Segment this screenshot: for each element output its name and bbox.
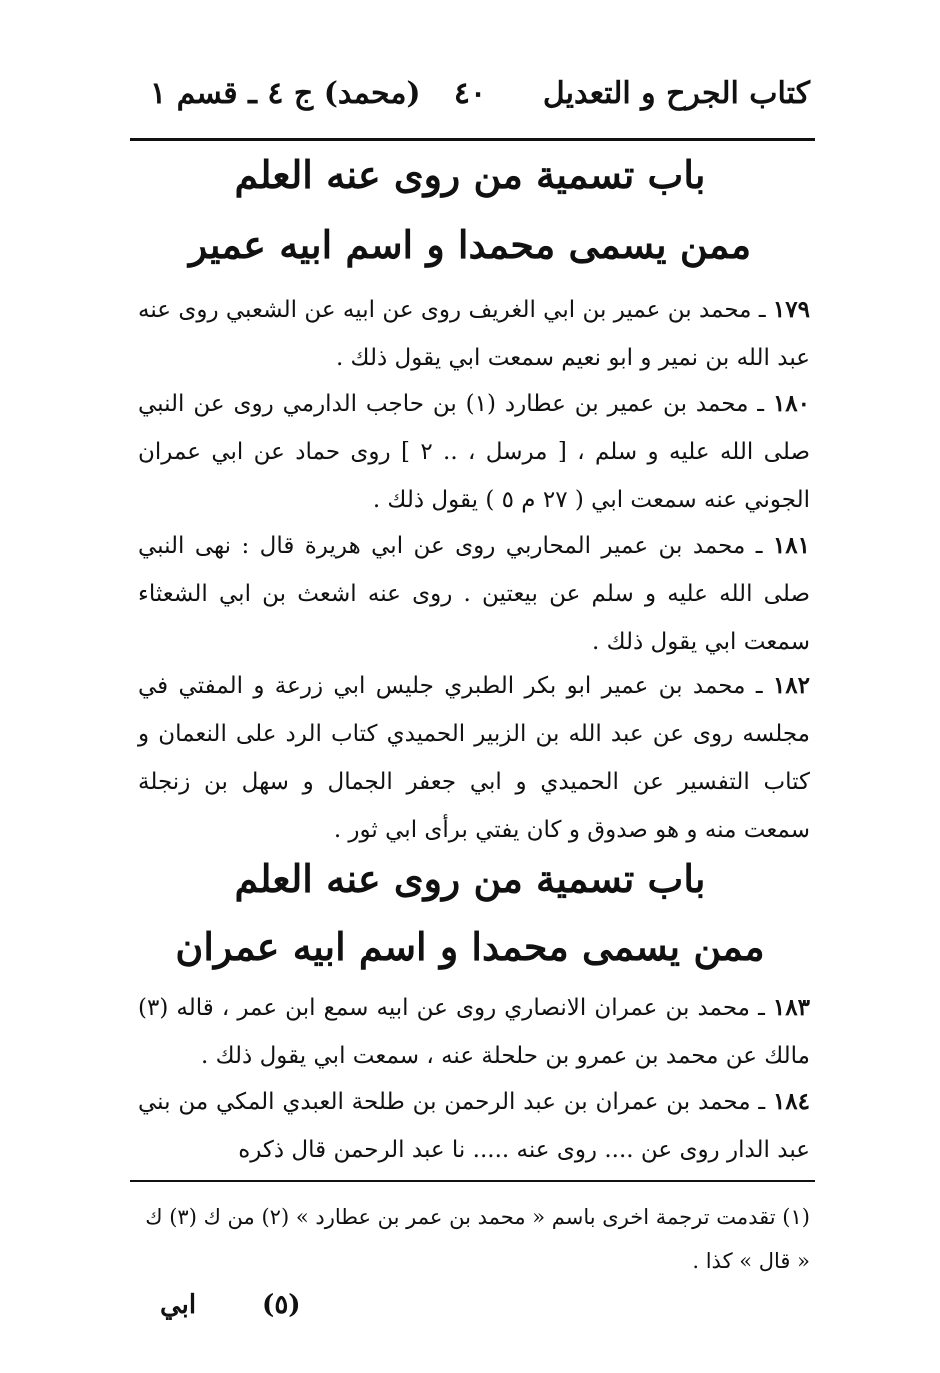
entry-number: ١٨٠ [772, 390, 810, 417]
page-number: ٤٠ [453, 76, 487, 111]
footnote-rule [130, 1180, 815, 1182]
footnote-line-1: (١) تقدمت ترجمة اخرى باسم « محمد بن عمر بن عطارد » (٢) من ك (٣) ك [145, 1205, 810, 1229]
entry-number: ١٨٤ [772, 1088, 810, 1115]
header-rule [130, 138, 815, 141]
volume-label: (محمد) ج ٤ ـ قسم ١ [150, 76, 421, 111]
entry-number: ١٨٢ [772, 672, 810, 699]
entry-181: ١٨١ ـ محمد بن عمير المحاربي روى عن ابي هريرة قال : نهى النبي صلى الله عليه و سلم عن بيعتين . روى عنه اشعث بن ابي الشعثاء سمعت ابي يقول ذلك . [138, 532, 810, 655]
section-heading-2-line1: باب تسمية من روى عنه العلم [234, 856, 706, 901]
entry-number: ١٨٣ [772, 994, 810, 1021]
entry-text: محمد بن عمران بن عبد الرحمن بن طلحة العبدي المكي من بني عبد الدار روى عن .... روى عنه ..... نا عبد الرحمن قال ذكره [138, 1089, 810, 1163]
entry-text: محمد بن عمير ابو بكر الطبري جليس ابي زرعة و المفتي في مجلسه روى عن عبد الله بن الزبير الحميدي كتاب الرد على النعمان و كتاب التفسير عن الحميدي و ابي جعفر الجمال و سهل بن زنجلة سمعت منه و هو صدوق و كان يفتي برأى ابي ثور . [138, 673, 810, 843]
entry-183: ١٨٣ ـ محمد بن عمران الانصاري روى عن ابيه سمع ابن عمر ، قاله (٣) مالك عن محمد بن عمرو بن حلحلة عنه ، سمعت ابي يقول ذلك . [138, 994, 810, 1069]
entry-text: محمد بن عمير بن ابي الغريف روى عن ابيه عن الشعبي روى عنه عبد الله بن نمير و ابو نعيم سمعت ابي يقول ذلك . [138, 297, 810, 371]
entry-184: ١٨٤ ـ محمد بن عمران بن عبد الرحمن بن طلحة العبدي المكي من بني عبد الدار روى عن .... روى عنه ..... نا عبد الرحمن قال ذكره [138, 1088, 810, 1163]
footnote-line-2: « قال » كذا . [692, 1249, 810, 1273]
section-heading-1-line2: ممن يسمى محمدا و اسم ابيه عمير [188, 222, 752, 267]
section-heading-2-line2: ممن يسمى محمدا و اسم ابيه عمران [175, 924, 765, 969]
section-heading-1-line1: باب تسمية من روى عنه العلم [234, 152, 706, 197]
signature-mark: (٥) [262, 1290, 301, 1320]
entry-number: ١٧٩ [772, 296, 810, 323]
entry-179: ١٧٩ ـ محمد بن عمير بن ابي الغريف روى عن ابيه عن الشعبي روى عنه عبد الله بن نمير و ابو نعيم سمعت ابي يقول ذلك . [138, 296, 810, 371]
entry-text: محمد بن عمير بن عطارد (١) بن حاجب الدارمي روى عن النبي صلى الله عليه و سلم ، [ مرسل ، .. ٢ ] روى حماد عن ابي عمران الجوني عنه سمعت ابي ( ٢٧ م ٥ ) يقول ذلك . [138, 391, 810, 513]
book-title: كتاب الجرح و التعديل [542, 76, 810, 111]
entry-182: ١٨٢ ـ محمد بن عمير ابو بكر الطبري جليس ابي زرعة و المفتي في مجلسه روى عن عبد الله بن الزبير الحميدي كتاب الرد على النعمان و كتاب التفسير عن الحميدي و ابي جعفر الجمال و سهل بن زنجلة سمعت منه و هو صدوق و كان يفتي برأى ابي ثور . [138, 672, 810, 843]
footnotes [138, 1195, 810, 1283]
entry-number: ١٨١ [772, 532, 810, 559]
entry-text: محمد بن عمير المحاربي روى عن ابي هريرة قال : نهى النبي صلى الله عليه و سلم عن بيعتين . روى عنه اشعث بن ابي الشعثاء سمعت ابي يقول ذلك . [138, 533, 810, 655]
entry-180: ١٨٠ ـ محمد بن عمير بن عطارد (١) بن حاجب الدارمي روى عن النبي صلى الله عليه و سلم ، [ مرسل ، .. ٢ ] روى حماد عن ابي عمران الجوني عنه سمعت ابي ( ٢٧ م ٥ ) يقول ذلك . [138, 390, 810, 513]
catchword: ابي [160, 1290, 197, 1320]
running-header [130, 70, 810, 130]
entry-text: محمد بن عمران الانصاري روى عن ابيه سمع ابن عمر ، قاله (٣) مالك عن محمد بن عمرو بن حلحلة عنه ، سمعت ابي يقول ذلك . [138, 995, 810, 1069]
